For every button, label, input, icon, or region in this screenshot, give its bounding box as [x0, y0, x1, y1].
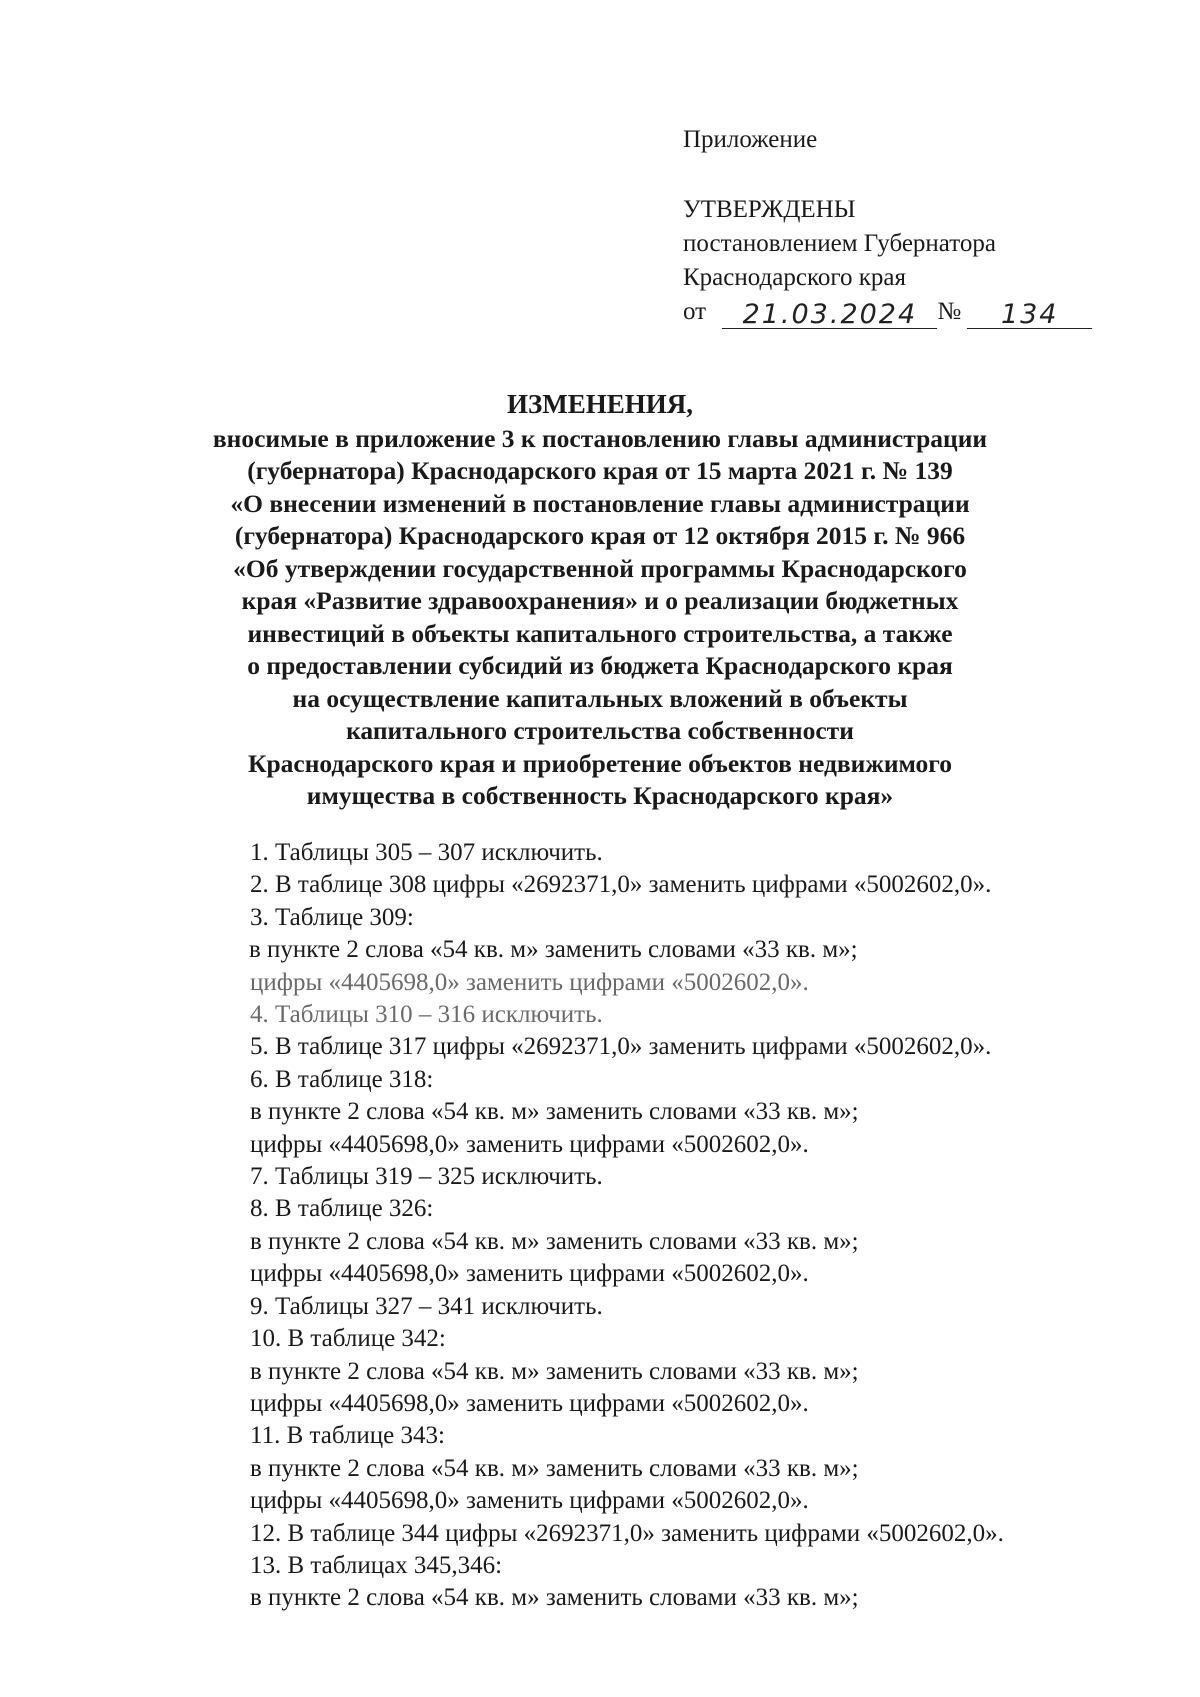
document-title — [180, 388, 1020, 813]
list-item: цифры «4405698,0» заменить цифрами «5002602,0». — [250, 1389, 809, 1417]
list-item: в пункте 2 слова «54 кв. м» заменить словами «33 кв. м»; — [250, 1098, 859, 1126]
list-item: в пункте 2 слова «54 кв. м» заменить словами «33 кв. м»; — [250, 1584, 859, 1612]
date-number-line — [683, 295, 1092, 329]
list-item: 13. В таблицах 345,346: — [250, 1551, 503, 1579]
approval-block — [683, 193, 1092, 329]
list-item: 7. Таблицы 319 – 325 исключить. — [250, 1163, 603, 1191]
title-line: имущества в собственность Краснодарского края» — [306, 781, 894, 810]
list-item: в пункте 2 слова «54 кв. м» заменить словами «33 кв. м»; — [249, 936, 858, 964]
list-item: 8. В таблице 326: — [250, 1195, 434, 1223]
list-item: 6. В таблице 318: — [250, 1065, 434, 1093]
title-line: «О внесении изменений в постановление главы администрации — [230, 488, 970, 518]
list-item: 9. Таблицы 327 – 341 исключить. — [250, 1292, 603, 1320]
title-line: (губернатора) Краснодарского края от 15 марта 2021 г. № 139 — [247, 456, 953, 485]
title-line: инвестиций в объекты капитального строительства, а также — [247, 618, 953, 648]
title-line: на осуществление капитальных вложений в объекты — [292, 683, 908, 713]
list-item: 12. В таблице 344 цифры «2692371,0» заменить цифрами «5002602,0». — [250, 1519, 1004, 1547]
approved-label: УТВЕРЖДЕНЫ — [683, 196, 856, 223]
title-line: края «Развитие здравоохранения» и о реализации бюджетных — [241, 586, 959, 615]
list-item: 2. В таблице 308 цифры «2692371,0» заменить цифрами «5002602,0». — [250, 871, 992, 899]
list-item: 5. В таблице 317 цифры «2692371,0» заменить цифрами «5002602,0». — [250, 1033, 992, 1061]
title-line: вносимые в приложение 3 к постановлению главы администрации — [212, 423, 988, 453]
list-item: 3. Таблице 309: — [250, 903, 414, 931]
amendment-list — [250, 837, 1004, 1615]
title-line: о предоставлении субсидий из бюджета Краснодарского края — [247, 651, 953, 680]
list-item: цифры «4405698,0» заменить цифрами «5002602,0». — [250, 968, 809, 996]
title-line: капитального строительства собственности — [346, 716, 854, 745]
title-line: «Об утверждении государственной программы Краснодарского — [233, 553, 967, 583]
list-item: 1. Таблицы 305 – 307 исключить. — [250, 839, 603, 866]
list-item: 4. Таблицы 310 – 316 исключить. — [250, 1001, 603, 1029]
list-item: цифры «4405698,0» заменить цифрами «5002602,0». — [250, 1130, 809, 1158]
number-field — [967, 298, 1092, 329]
list-item: в пункте 2 слова «54 кв. м» заменить словами «33 кв. м»; — [250, 1357, 859, 1385]
date-prefix: от — [683, 298, 707, 325]
approved-by-line2: Краснодарского края — [683, 264, 906, 291]
list-item: в пункте 2 слова «54 кв. м» заменить словами «33 кв. м»; — [250, 1454, 859, 1482]
title-heading: ИЗМЕНЕНИЯ, — [506, 389, 693, 419]
number-value: 134 — [1000, 299, 1059, 330]
title-line: Краснодарского края и приобретение объектов недвижимого — [247, 748, 952, 778]
approved-by-line1: постановлением Губернатора — [683, 230, 996, 257]
number-sign: № — [937, 298, 962, 325]
list-item: цифры «4405698,0» заменить цифрами «5002602,0». — [250, 1260, 809, 1288]
title-line: (губернатора) Краснодарского края от 12 октября 2015 г. № 966 — [234, 521, 966, 550]
date-field — [722, 298, 937, 329]
list-item: цифры «4405698,0» заменить цифрами «5002602,0». — [250, 1487, 809, 1515]
appendix-label: Приложение — [683, 126, 818, 153]
list-item: в пункте 2 слова «54 кв. м» заменить словами «33 кв. м»; — [250, 1227, 859, 1255]
list-item: 10. В таблице 342: — [250, 1325, 446, 1353]
list-item: 11. В таблице 343: — [250, 1422, 445, 1450]
date-value: 21.03.2024 — [742, 299, 918, 330]
